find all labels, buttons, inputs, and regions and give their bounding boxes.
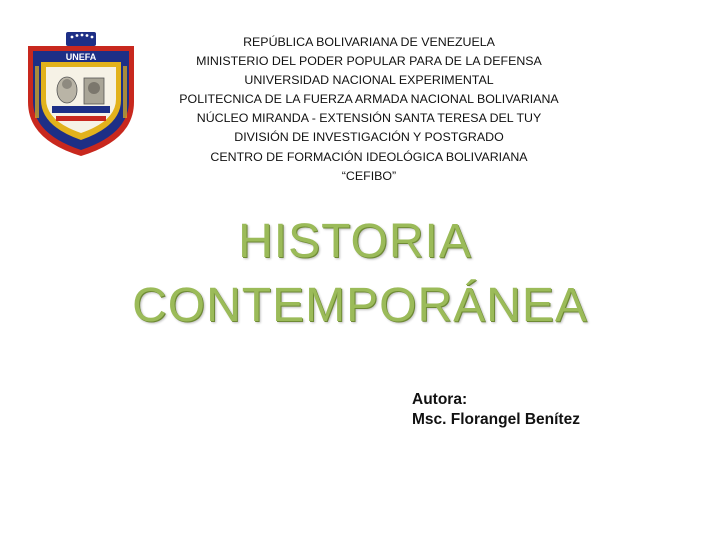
author-label: Autora: (412, 391, 468, 408)
header-line: “CEFIBO” (341, 168, 397, 183)
header-line: CENTRO DE FORMACIÓN IDEOLÓGICA BOLIVARIANA (210, 149, 528, 164)
unefa-crest-logo (22, 32, 140, 158)
author-block (412, 390, 580, 430)
header-line: NÚCLEO MIRANDA - EXTENSIÓN SANTA TERESA DEL TUY (196, 111, 542, 126)
institution-header (140, 33, 598, 186)
slide-title-line-1: HISTORIA (238, 215, 472, 268)
logo-text: UNEFA (65, 52, 97, 62)
header-line: POLITECNICA DE LA FUERZA ARMADA NACIONAL BOLIVARIANA (179, 92, 559, 107)
slide-title-line-2: CONTEMPORÁNEA (132, 279, 588, 332)
header-line: MINISTERIO DEL PODER POPULAR PARA DE LA DEFENSA (196, 54, 542, 69)
header-line: UNIVERSIDAD NACIONAL EXPERIMENTAL (244, 73, 494, 88)
header-line: REPÚBLICA BOLIVARIANA DE VENEZUELA (243, 35, 495, 49)
author-name: Msc. Florangel Benítez (412, 411, 580, 428)
header-line: DIVISIÓN DE INVESTIGACIÓN Y POSTGRADO (234, 130, 504, 145)
